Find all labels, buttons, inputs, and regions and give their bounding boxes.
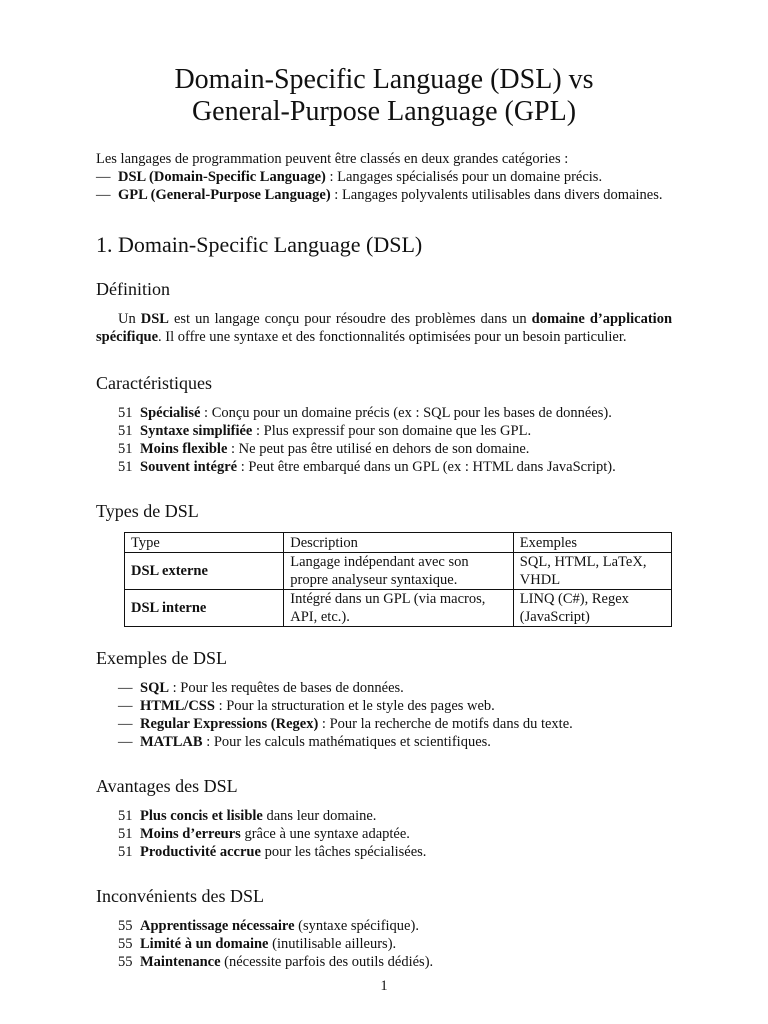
list-item: 55 Limité à un domaine (inutilisable ailleurs).: [118, 936, 397, 952]
dsl-types-table: [124, 532, 672, 627]
term: GPL (General-Purpose Language): [118, 187, 331, 203]
exemples-list: [118, 679, 672, 751]
avantages-list: [118, 807, 672, 861]
list-marker: —: [96, 169, 111, 185]
title-line-2: General-Purpose Language (GPL): [191, 96, 577, 127]
table-cell: Langage indépendant avec son propre analyseur syntaxique.: [284, 553, 514, 590]
table-cell: DSL interne: [125, 590, 284, 627]
inconvenients-list: [118, 917, 672, 971]
list-item: 51 Spécialisé : Conçu pour un domaine précis (ex : SQL pour les bases de données).: [118, 405, 612, 421]
list-item: 51 Plus concis et lisible dans leur domaine.: [118, 808, 377, 824]
exemples-heading: Exemples de DSL: [96, 648, 227, 668]
table-cell: Intégré dans un GPL (via macros, API, etc.).: [284, 590, 514, 627]
list-item: 55 Apprentissage nécessaire (syntaxe spécifique).: [118, 918, 419, 934]
list-item: 51 Souvent intégré : Peut être embarqué dans un GPL (ex : HTML dans JavaScript).: [118, 459, 616, 475]
description: : Langages spécialisés pour un domaine précis.: [325, 169, 603, 185]
list-item: 51 Moins flexible : Ne peut pas être utilisé en dehors de son domaine.: [118, 441, 530, 457]
definition-paragraph: Un DSL est un langage conçu pour résoudre des problèmes dans un domaine d’application spécifique. Il offre une syntaxe et des fonctionnalités optimisées pour un besoin particulier.: [96, 311, 673, 345]
table-cell: SQL, HTML, LaTeX, VHDL: [513, 553, 671, 590]
intro-paragraph: Les langages de programmation peuvent être classés en deux grandes catégories :: [96, 151, 569, 167]
table-header: Type: [125, 533, 284, 553]
list-item: 51 Syntaxe simplifiée : Plus expressif pour son domaine que les GPL.: [118, 423, 532, 439]
list-item: — HTML/CSS : Pour la structuration et le style des pages web.: [118, 698, 495, 714]
title-line-1: Domain-Specific Language (DSL) vs: [174, 64, 594, 95]
description: : Langages polyvalents utilisables dans divers domaines.: [330, 187, 663, 203]
avantages-heading: Avantages des DSL: [96, 776, 238, 796]
caracteristiques-list: [118, 404, 672, 476]
table-header: Exemples: [513, 533, 671, 553]
section-heading: 1. Domain-Specific Language (DSL): [96, 232, 423, 257]
list-marker: —: [96, 187, 111, 203]
list-item: 51 Moins d’erreurs grâce à une syntaxe adaptée.: [118, 826, 410, 842]
page-number: 1: [380, 978, 388, 994]
document-title: [96, 64, 672, 128]
definition-heading: Définition: [96, 279, 170, 299]
list-item: 55 Maintenance (nécessite parfois des outils dédiés).: [118, 954, 434, 970]
table-cell: DSL externe: [125, 553, 284, 590]
table-row: [125, 553, 672, 590]
caracteristiques-heading: Caractéristiques: [96, 373, 212, 393]
table-header-row: [125, 533, 672, 553]
intro-item-gpl: [96, 186, 672, 204]
intro-list: [96, 168, 672, 204]
list-item: 51 Productivité accrue pour les tâches spécialisées.: [118, 844, 427, 860]
table-row: [125, 590, 672, 627]
list-item: — Regular Expressions (Regex) : Pour la recherche de motifs dans du texte.: [118, 716, 573, 732]
table-cell: LINQ (C#), Regex (JavaScript): [513, 590, 671, 627]
section-1: [96, 232, 673, 971]
inconvenients-heading: Inconvénients des DSL: [96, 886, 264, 906]
term: DSL (Domain-Specific Language): [118, 169, 326, 185]
list-item: — SQL : Pour les requêtes de bases de données.: [118, 680, 404, 696]
types-heading: Types de DSL: [96, 501, 199, 521]
list-item: — MATLAB : Pour les calculs mathématiques et scientifiques.: [118, 734, 491, 750]
table-header: Description: [284, 533, 514, 553]
intro-item-dsl: [96, 168, 672, 186]
